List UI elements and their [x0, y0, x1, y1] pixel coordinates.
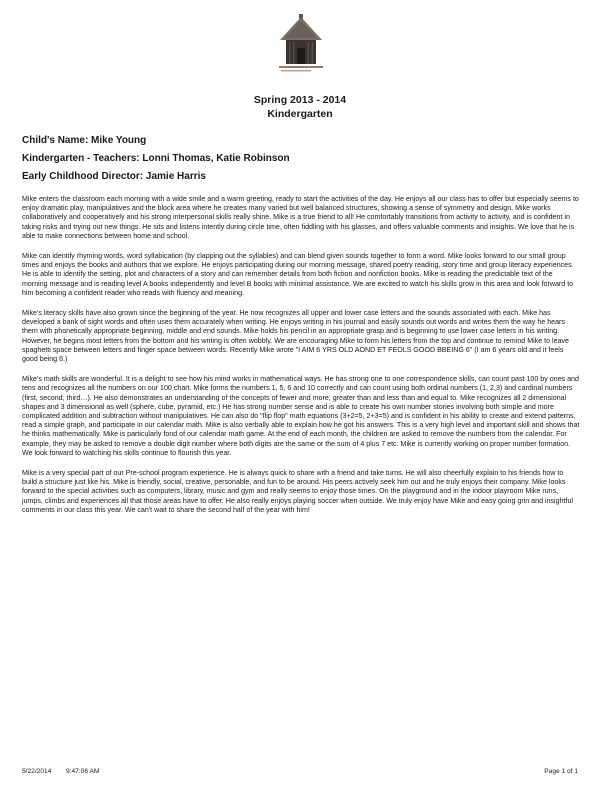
paragraph-reading: Mike can identify rhyming words, word syllabication (by clapping out the syllables) and can blend given sounds together to form a word. Mike looks forward to our small group times and enjoys the books and authors that we explore. He enjoys participating during our morning message, shared poetry reading, story time and group literacy experiences. He is able to identify the setting, plot and characters of a story and can remember details from both fiction and nonfiction books. Mike is reading the predictable text of the morning message and is reading level A books independently and level B books with minimal assistance. We are excited to watch his skills grow in this area and look forward to him becoming a confident reader who reads with fluency and meaning. — [22, 252, 574, 297]
schoolhouse-logo-icon — [279, 14, 323, 76]
teachers-line: Kindergarten - Teachers: Lonni Thomas, Katie Robinson — [22, 153, 290, 164]
footer-page-number: Page 1 of 1 — [544, 768, 578, 775]
paragraph-program: Mike is a very special part of our Pre-school program experience. He is always quick to share with a friend and take turns. He will also cheerfully explain to his friends how to build a structure just like his. Mike is friendly, social, creative, personable, and fun to be around. His peers actively seek him out and he truly enjoys their company. Mike looks forward to the special activities such as computers, library, music and gym and really seems to enjoy those times. On the playground and in the indoor playroom Mike runs, jumps, climbs and experiences all that those areas have to offer. He also really enjoys playing soccer when outside. We truly enjoy have Mike and easy going grin and insightful comments in our class this year. We can't wait to share the second half of the year with him! — [22, 469, 573, 514]
report-grade: Kindergarten — [267, 108, 333, 120]
report-body — [22, 195, 580, 526]
paragraph-math: Mike's math skills are wonderful. It is a delight to see how his mind works in mathematical ways. He has strong one to one correspondence skills, can count past 100 by ones and tens and recognizes all the numbers on our 100 chart. Mike forms the numbers 1, 5, 6 and 10 correctly and can count using both ordinal numbers (1, 2,3) and cardinal numbers (first, second, third…). He also demonstrates an understanding of the concepts of fewer and more, greater than and less than and equal to. Mike recognizes all 2 dimensional shapes and 3 dimensional as well (sphere, cube, pyramid, etc.) He has strong number sense and is able to create his own number stories involving both simple and more complicated addition and subtraction without manipulatives. He can also do "flip flop" math equations (3+2=5, 2+3=5) and is confident in his ability to create and extend patterns, read a simple graph, and participate in our calendar math. Mike is also verbally able to explain how he got his answers. This is a very high level and important skill and shows that he thinks mathematically. Mike is particularly fond of our calendar math game. At the end of each month, the children are asked to remove the numbers from the calendar. For example, they may be asked to remove a double digit number where both digits are the same or the sum of 4 plus 7 etc. Mike is currently working on proper number formation. We look forward to watching his skills continue to flourish this year. — [22, 375, 580, 457]
paragraph-literacy: Mike's literacy skills have also grown since the beginning of the year. He now recognizes all upper and lower case letters and the sounds associated with each. Mike has developed a bank of sight words and often uses them accurately when writing. He enjoys writing in his journal and easily sounds out words and writes them the way he hears them with phonetically appropriate beginning, middle and end sounds. Mike holds his pencil in an appropriate grasp and is beginning to use lower case letters in his writing. However, he begins most letters from the bottom and his writing is often wobbly. We are encouraging Mike to form his letters from the top and continue to remind Mike to leave spaghetti space between letters and finger space between words. Recently Mike wrote "I AIM 6 YRS OLD AOND ET FEOLS GOOD BBEING 6" (I am 6 years old and it feels good being 6.) — [22, 309, 570, 364]
child-name: Child's Name: Mike Young — [22, 135, 147, 146]
director-line: Early Childhood Director: Jamie Harris — [22, 171, 206, 182]
footer-time: 9:47:06 AM — [66, 768, 100, 775]
report-term: Spring 2013 - 2014 — [253, 94, 347, 106]
footer-date: 5/22/2014 — [22, 768, 52, 775]
paragraph-social: Mike enters the classroom each morning with a wide smile and a warm greeting, ready to start the activities of the day. He enjoys all our class has to offer but especially seems to enjoy dramatic play, manipulatives and the block area where he creates many varied but well balanced structures, showing a sense of symmetry and design. Mike works collaboratively and cooperatively and his strong interpersonal skills really shine. Mike is a true friend to all! He comfortably transitions from activity to activity, and is confident in taking risks and trying out new things. He sits and listens intently during circle time, often fiddling with his glasses, and offers valuable comments and insights. We love that he is able to make connections between home and school. — [22, 195, 579, 240]
